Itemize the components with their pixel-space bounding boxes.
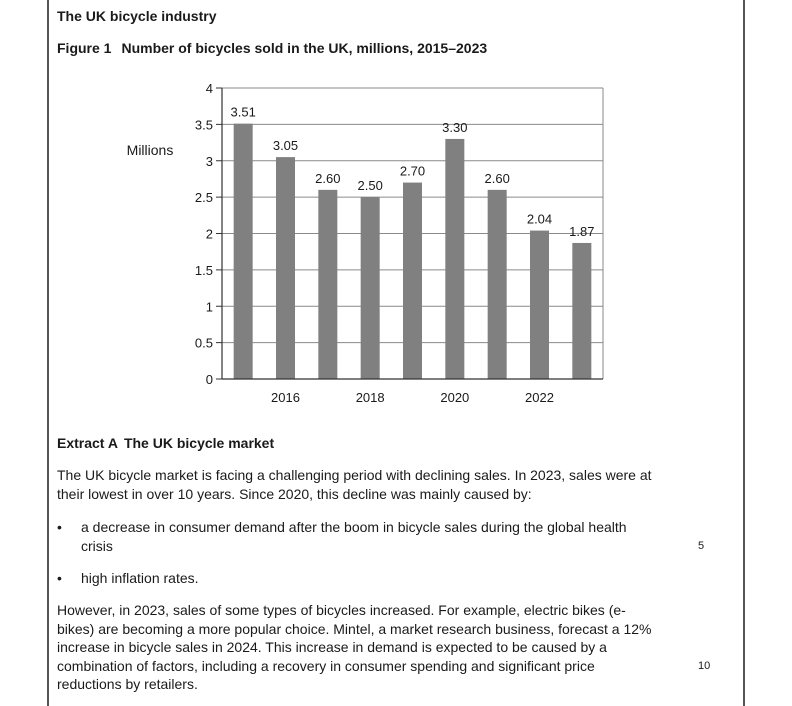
- bar: [530, 231, 549, 379]
- bullet-text: a decrease in consumer demand after the boom in bicycle sales during the global health crisis: [81, 519, 627, 554]
- bullet-marker: •: [57, 570, 62, 586]
- line-number: 5: [698, 540, 705, 552]
- x-tick-label: 2020: [440, 390, 470, 405]
- bar: [403, 183, 422, 379]
- bar-value-label: 2.60: [484, 170, 510, 186]
- extract-paragraph-2: However, in 2023, sales of some types of bicycles increased. For example, electric bikes (e-bikes) are becoming a more popular choice. Mintel, a market research business, forecast a 12% increase in bicycle sales in 2024. This increase in demand is expected to be caused by a combination of factors, including a recovery in consumer spending and significant price reductions by retailers.: [57, 602, 652, 692]
- x-tick-label: 2022: [525, 390, 554, 405]
- y-tick-label: 0: [205, 372, 213, 387]
- bar: [488, 190, 507, 379]
- y-tick-label: 1: [205, 299, 213, 315]
- bar-value-label: 2.04: [526, 211, 553, 227]
- bar-value-label: 2.50: [357, 178, 383, 194]
- y-tick-label: 4: [205, 81, 213, 96]
- x-tick-label: 2016: [271, 390, 300, 405]
- bar-value-label: 3.51: [230, 104, 256, 120]
- y-tick-label: 0.5: [194, 335, 213, 351]
- bar: [318, 190, 337, 379]
- bullet-text: high inflation rates.: [81, 570, 199, 586]
- chart-bars: [234, 124, 595, 379]
- bar: [276, 157, 295, 379]
- line-number: 10: [698, 660, 711, 672]
- bar: [361, 197, 380, 379]
- extract-title: The UK bicycle market: [123, 435, 275, 451]
- bar: [445, 139, 464, 379]
- bar-value-label: 3.30: [442, 119, 468, 135]
- extract-paragraph-1: The UK bicycle market is facing a challenging period with declining sales. In 2023, sales were at their lowest in over 10 years. Since 2020, this decline was mainly caused by:: [57, 467, 652, 502]
- bar-value-label: 3.05: [272, 138, 299, 154]
- bullet-marker: •: [57, 519, 62, 535]
- bar: [572, 243, 591, 379]
- section-title: The UK bicycle industry: [57, 8, 217, 24]
- bar: [234, 124, 253, 379]
- figure-number: Figure 1: [57, 40, 112, 56]
- bar-value-label: 2.70: [399, 163, 426, 179]
- bar-value-label: 1.87: [569, 223, 595, 239]
- figure-title: Number of bicycles sold in the UK, millions, 2015–2023: [121, 40, 488, 56]
- y-axis-label: Millions: [126, 142, 174, 158]
- extract-label: Extract A: [57, 435, 118, 451]
- y-tick-label: 3: [205, 153, 213, 169]
- x-tick-label: 2018: [355, 390, 385, 405]
- y-tick-label: 2.5: [194, 190, 213, 206]
- y-tick-label: 3.5: [194, 117, 213, 133]
- y-tick-label: 1.5: [194, 262, 213, 278]
- bar-value-label: 2.60: [315, 170, 341, 186]
- extract-heading: [57, 435, 274, 451]
- y-tick-label: 2: [205, 226, 213, 242]
